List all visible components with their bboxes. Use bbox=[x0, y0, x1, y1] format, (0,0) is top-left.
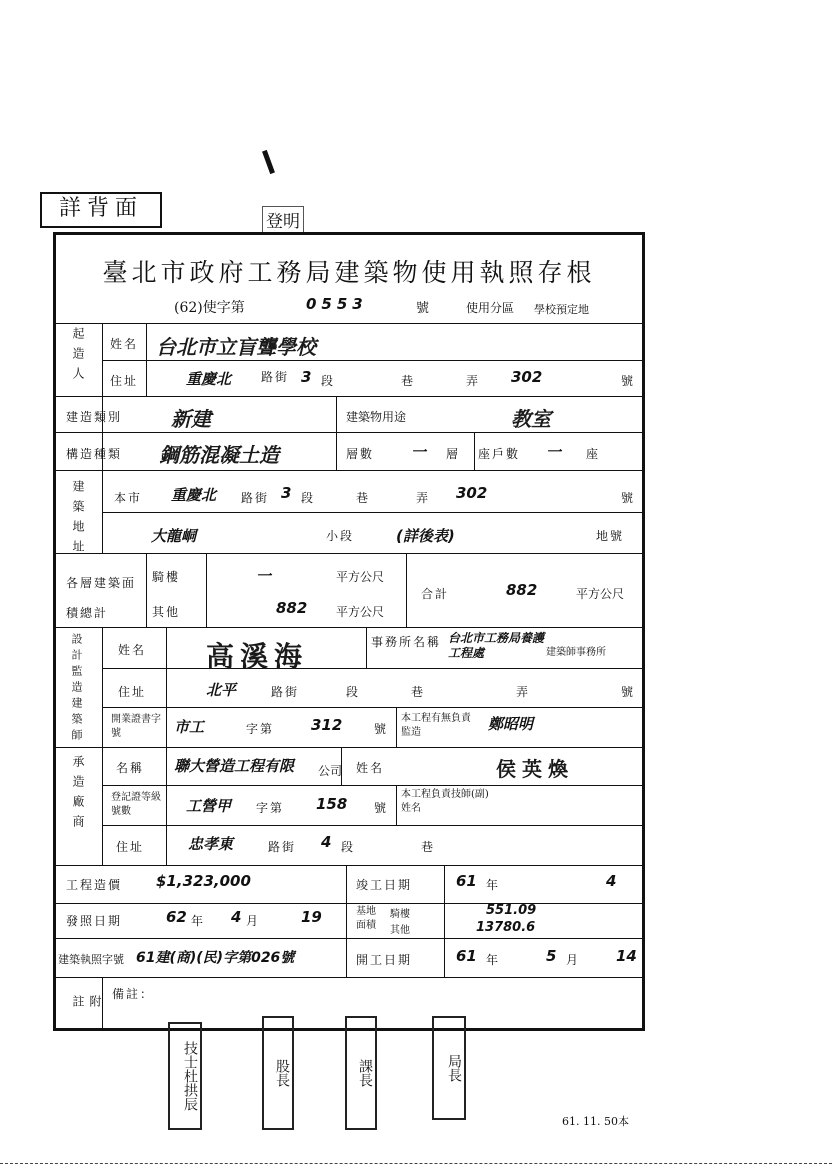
floors-value: 一 bbox=[411, 443, 427, 461]
official-seal: 課長 bbox=[345, 1016, 377, 1130]
permit-number: 0553 bbox=[306, 295, 368, 313]
base-arcade-area: 551.09 bbox=[486, 903, 537, 918]
builder-address-no: 302 bbox=[511, 368, 543, 386]
official-seal: 局長 bbox=[432, 1016, 466, 1120]
reg-type: 市工 bbox=[174, 718, 205, 736]
site-section: 3 bbox=[281, 484, 292, 502]
site-road: 重慶北 bbox=[171, 486, 217, 504]
scan-tick bbox=[262, 150, 275, 174]
structure-label: 構造種類 bbox=[66, 447, 123, 461]
zone-label: 使用分區 bbox=[466, 301, 515, 315]
reg-number: 312 bbox=[311, 716, 343, 734]
builder-address-road: 重慶北 bbox=[186, 370, 232, 388]
site-land-no: (詳後表) bbox=[396, 527, 455, 545]
top-mark: 登明 bbox=[262, 206, 304, 233]
remarks-side-label: 附註 bbox=[71, 995, 102, 1067]
designer-name: 高溪海 bbox=[206, 640, 309, 673]
start-day: 14 bbox=[616, 947, 637, 965]
form-footer: 61. 11. 50本 bbox=[562, 1115, 629, 1128]
issue-date-label: 發照日期 bbox=[66, 914, 123, 928]
start-month: 5 bbox=[546, 947, 557, 965]
issue-month: 4 bbox=[231, 908, 242, 926]
builder-name: 台北市立盲聾學校 bbox=[156, 335, 316, 359]
other-area: 882 bbox=[276, 599, 308, 617]
company-name: 聯大營造工程有限 bbox=[174, 757, 295, 775]
site-no: 302 bbox=[456, 484, 488, 502]
remarks-label: 備註： bbox=[112, 987, 155, 1001]
designer-address: 北平 bbox=[206, 681, 237, 699]
finish-year: 61 bbox=[456, 872, 477, 890]
supervisor-name: 鄭昭明 bbox=[488, 715, 534, 733]
build-type-label: 建造類別 bbox=[66, 410, 123, 424]
builder-address-section: 3 bbox=[301, 368, 312, 386]
use-value: 教室 bbox=[511, 407, 551, 431]
company-address-section: 4 bbox=[321, 833, 332, 851]
finish-month: 4 bbox=[606, 872, 617, 890]
designer-label: 設計監造建築師 bbox=[70, 633, 83, 745]
build-type-value: 新建 bbox=[171, 407, 211, 431]
detail-back-tag: 詳背面 bbox=[40, 192, 162, 228]
office-name: 台北市工務局養護工程處 bbox=[448, 631, 545, 660]
zone-value: 學校預定地 bbox=[534, 303, 589, 316]
site-land-section: 大龍峒 bbox=[151, 527, 197, 545]
permit-form: 臺北市政府工務局建築物使用執照存根 (62)使字第 0553 號 使用分區 學校預定地 起造人 姓名 台北市立盲聾學校 住址 重慶北 路街 3 段 巷 弄 302 號 建造類別 新建 建築物用途 教室 構造種類 鋼筋混凝土造 層數 一 層 座戶數 一 座 建築地址 本市 重慶北 路街 3 段 巷 弄 302 號 大龍峒 小段 (詳後表) 地號 各層建築面積總計 騎樓 一 平方公尺 其他 882 平方公尺 合計 882 平方公尺 設計監造建築師 姓名 高溪海 事務所名稱 台北市工務局養護工程處 建築師事務所 住址 北平 路街 段 巷 弄 號 開業證書字號 市工 字第 312 號 本工程有無負責監造 鄭昭明 承造廠商 名稱 聯大營造工程有限 公司 姓名 侯英煥 登記證等級號數 工營甲 字第 158 號 本工程負責技師(副)姓名 住址 忠孝東 路街 4 段 巷 工程造價 $1,323,000 竣工日期 61 年 4 發照日期 62 年 4 月 19 基地面積 騎樓 其他 551.09 13780.6 建築執照字號 61建(商)(民)字第026號 開工日期 61 年 5 月 14 附註 備註： bbox=[53, 232, 645, 1031]
contractor-label: 承造廠商 bbox=[71, 755, 85, 835]
official-seal: 技士杜拱辰 bbox=[168, 1022, 202, 1130]
name-label: 姓名 bbox=[110, 337, 139, 351]
address-label: 住址 bbox=[110, 374, 139, 388]
issue-year: 62 bbox=[166, 908, 187, 926]
permit-prefix: (62)使字第 bbox=[174, 300, 245, 316]
base-other-area: 13780.6 bbox=[476, 920, 536, 935]
cost-value: $1,323,000 bbox=[156, 872, 251, 890]
official-seal: 股長 bbox=[262, 1016, 294, 1130]
site-label: 建築地址 bbox=[71, 480, 85, 560]
company-reg-type: 工營甲 bbox=[186, 797, 232, 815]
permit-suffix: 號 bbox=[416, 301, 430, 316]
permit-code: 61建(商)(民)字第026號 bbox=[136, 950, 295, 966]
builder-label: 起造人 bbox=[71, 327, 85, 387]
area-group-label: 各層建築面積總計 bbox=[66, 576, 137, 620]
company-reg-number: 158 bbox=[316, 795, 348, 813]
form-title: 臺北市政府工務局建築物使用執照存根 bbox=[102, 258, 596, 287]
technician-name: 侯英煥 bbox=[496, 757, 574, 781]
bottom-edge bbox=[0, 1163, 832, 1164]
cost-label: 工程造價 bbox=[66, 878, 123, 892]
start-year: 61 bbox=[456, 947, 477, 965]
total-area: 882 bbox=[506, 581, 538, 599]
arcade-area: 一 bbox=[256, 567, 272, 585]
company-address: 忠孝東 bbox=[188, 835, 234, 853]
permit-no-label: 建築執照字號 bbox=[58, 953, 124, 966]
structure-value: 鋼筋混凝土造 bbox=[159, 443, 279, 467]
issue-day: 19 bbox=[301, 908, 322, 926]
units-value: 一 bbox=[546, 443, 562, 461]
use-label: 建築物用途 bbox=[346, 410, 407, 424]
